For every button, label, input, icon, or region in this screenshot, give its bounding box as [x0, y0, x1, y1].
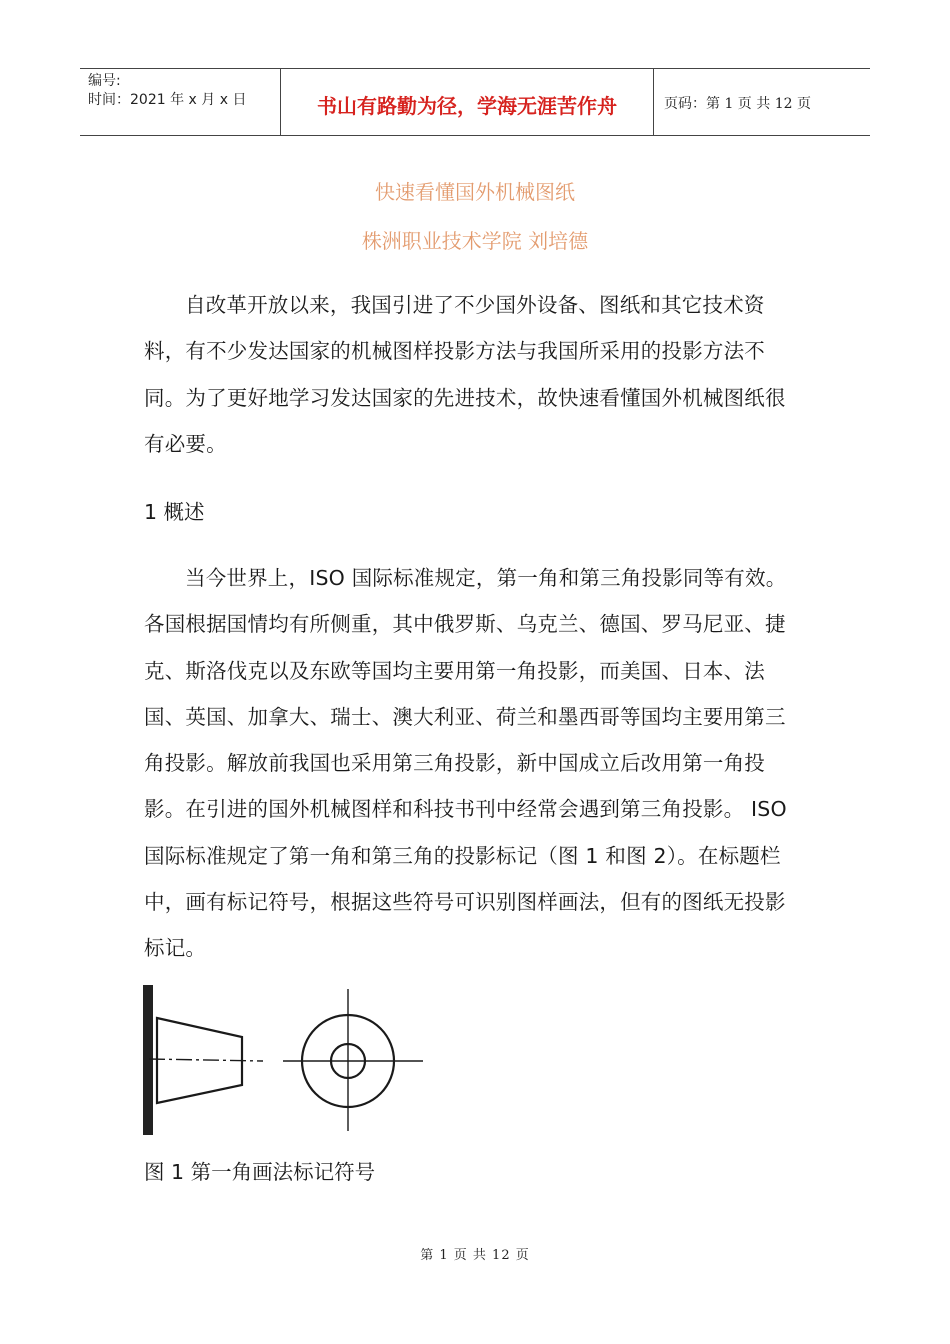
page-header [80, 68, 870, 136]
header-meta [80, 69, 281, 135]
cone-front-view [157, 1018, 242, 1103]
figure-caption: 图 1 第一角画法标记符号 [144, 1160, 376, 1184]
time-label: 时间：2021 年 x 月 x 日 [88, 92, 247, 108]
document-author: 株洲职业技术学院 刘培德 [361, 229, 589, 253]
header-motto: 书山有路勤为径，学海无涯苦作舟 [281, 69, 654, 135]
scan-edge-shadow [143, 985, 153, 1135]
first-angle-projection-symbol [143, 985, 425, 1135]
section-heading: 1 概述 [144, 500, 205, 524]
document-title: 快速看懂国外机械图纸 [375, 180, 575, 204]
cone-center-line [149, 1059, 263, 1061]
page-footer: 第 1 页 共 12 页 [420, 1248, 530, 1263]
number-label: 编号: [88, 73, 121, 89]
intro-paragraph: 自改革开放以来，我国引进了不少国外设备、图纸和其它技术资料，有不少发达国家的机械图样投影方法与我国所采用的投影方法不同。为了更好地学习发达国家的先进技术，故快速看懂国外机械图纸很有必要。 [144, 293, 786, 456]
header-page-label: 页码：第 1 页 共 12 页 [664, 96, 811, 112]
section-paragraph: 当今世界上，ISO 国际标准规定，第一角和第三角投影同等有效。各国根据国情均有所侧重，其中俄罗斯、乌克兰、德国、罗马尼亚、捷克、斯洛伐克以及东欧等国均主要用第一角投影，而美国、日本、法国、英国、加拿大、瑞士、澳大利亚、荷兰和墨西哥等国均主要用第三角投影。解放前我国也采用第三角投影，新中国成立后改用第一角投影。在引进的国外机械图样和科技书刊中经常会遇到第三角投影。 ISO 国际标准规定了第一角和第三角的投影标记（图 1 和图 2）。在标题栏中，画有标记符号，根据这些符号可识别图样画法，但有的图纸无投影标记。 [144, 566, 787, 961]
